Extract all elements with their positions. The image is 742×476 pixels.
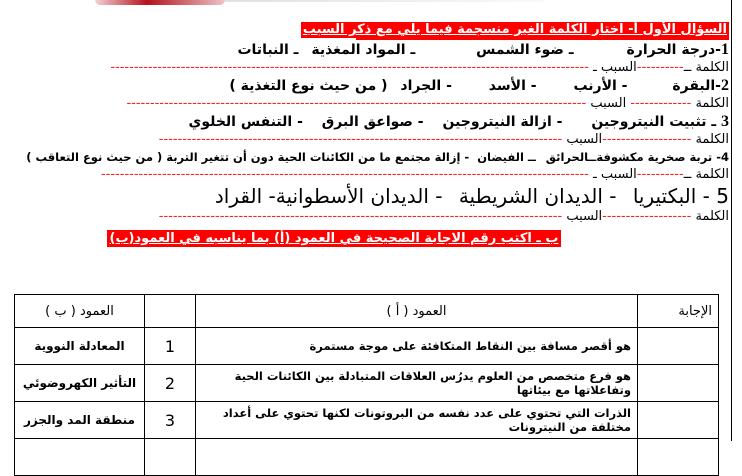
section-b-title: ب ـ اكتب رقم الاجابة الصحيحة في العمود (أ) بما يناسبه في العمود(ب) [107,230,562,247]
number-cell [145,439,196,476]
table-row [15,328,719,365]
page-border [731,0,732,441]
section-a [19,18,729,225]
header-column-b: العمود ( ب ) [15,295,145,328]
question-item-3 [19,112,729,132]
option: ـ تثبيت النيتروجين [591,114,717,130]
column-b-cell: منطقة المد والجزر [15,402,145,439]
option-hint: ( من حيث نوع التعاقب ) [26,150,163,164]
word-label: الكلمة [695,209,729,224]
column-b-cell: التأثير الكهروضوئي [15,365,145,402]
column-b-cell: المعادلة النووية [15,328,145,365]
answer-line-5[interactable]: الكلمة -------------------السبب -------------------------------------------------------------------------------------- [158,209,729,224]
option: -درجة الحرارة [626,42,721,58]
item-number: 1 [721,41,729,58]
header-column-a: العمود ( أ ) [196,295,638,328]
reason-label: السبب [600,167,637,182]
header-answer: الإجابة [638,295,719,328]
word-label: الكلمة [695,60,729,75]
header-decoration [95,0,225,5]
option: - الأرنب [573,78,628,94]
option: -البقرة [672,78,721,94]
option: - تربة صخرية مكشوفة [596,150,721,164]
section-a-title: السؤال الأول أ- اختار الكلمة الغير منسجمة فيما يلي مع ذكر السبب [302,22,727,37]
option: ـ النباتات [237,42,299,58]
section-b-heading [19,227,729,247]
column-a-cell [196,439,638,476]
option: - الديدان الأسطوانية [275,184,443,208]
column-a-cell: هو أقصر مسافة بين النقاط المتكافئة على موجة مستمرة [196,328,638,365]
question-item-5 [19,183,729,209]
column-a-cell: الذرات التي تحتوي على عدد نفسه من البروتونات لكنها تحتوي على أعداد مختلفة من النيترونات [196,402,638,439]
number-cell: 2 [145,365,196,402]
table-row [15,402,719,439]
matching-table [14,294,719,476]
option: - الديدان الشريطية [458,184,617,208]
word-label: الكلمة [695,96,729,111]
option: - الجراد [400,78,452,94]
item-number: 2 [721,77,729,94]
item-number: 3 [721,113,729,130]
option: ـ المواد المغذية [311,42,416,58]
option-hint: ( من حيث نوع التغذية ) [229,78,388,94]
answer-line-2[interactable]: الكلمة ------------- السبب -------------------------------------------------------------------------------------------------- [126,96,729,111]
option: ــالحرائق [545,150,597,164]
table-row [15,365,719,402]
table-header-row [15,295,719,328]
word-label: الكلمة [695,167,729,182]
reason-label: السبب [566,132,603,147]
column-a-cell: هو فرع متخصص من العلوم يدرُس العلاقات المتبادلة بين الكائنات الحية وتفاعلاتها مع بيئاتها [196,365,638,402]
option: - صواعق البرق [321,114,424,130]
answer-line-3[interactable]: الكلمة -------------------السبب -------------------------------------------------------------------------------------- [158,132,729,147]
item-number: 4 [720,150,729,164]
option: ـ ضوء الشمس [476,42,574,58]
answer-line-1[interactable]: الكلمة ــ----------السبب ـ ------------------------------------------------------------------------------------------------------ [110,60,729,75]
worksheet [19,18,729,247]
answer-cell[interactable] [638,328,719,365]
answer-line-4[interactable]: الكلمة ــ----------السبب ـ -------------------------------------------------------------------------------------------------------- [100,167,729,182]
reason-label: السبب [600,60,637,75]
option: - ازالة النيتروجين [442,114,563,130]
header-number [145,295,196,328]
option: - التنفس الخلوي [188,114,303,130]
reason-label: السبب [566,209,603,224]
answer-cell[interactable] [638,365,719,402]
option: - القراد [214,184,276,208]
column-b-cell [15,439,145,476]
option: - الأسد [488,78,537,94]
answer-cell[interactable] [638,402,719,439]
option: - إزالة مجتمع ما من الكائنات الحية دون أن تتغير التربة [166,150,470,164]
number-cell: 3 [145,402,196,439]
option: - البكتيريا [632,184,710,208]
question-item-4 [19,148,729,167]
item-number: 5 [716,184,729,208]
number-cell: 1 [145,328,196,365]
word-label: الكلمة [695,132,729,147]
option: ــ الفيضان [477,150,536,164]
question-item-1 [19,40,729,60]
table-row [15,439,719,476]
reason-label: السبب [590,96,627,111]
question-item-2 [19,76,729,96]
header-decoration-line [225,0,545,2]
answer-cell[interactable] [638,439,719,476]
